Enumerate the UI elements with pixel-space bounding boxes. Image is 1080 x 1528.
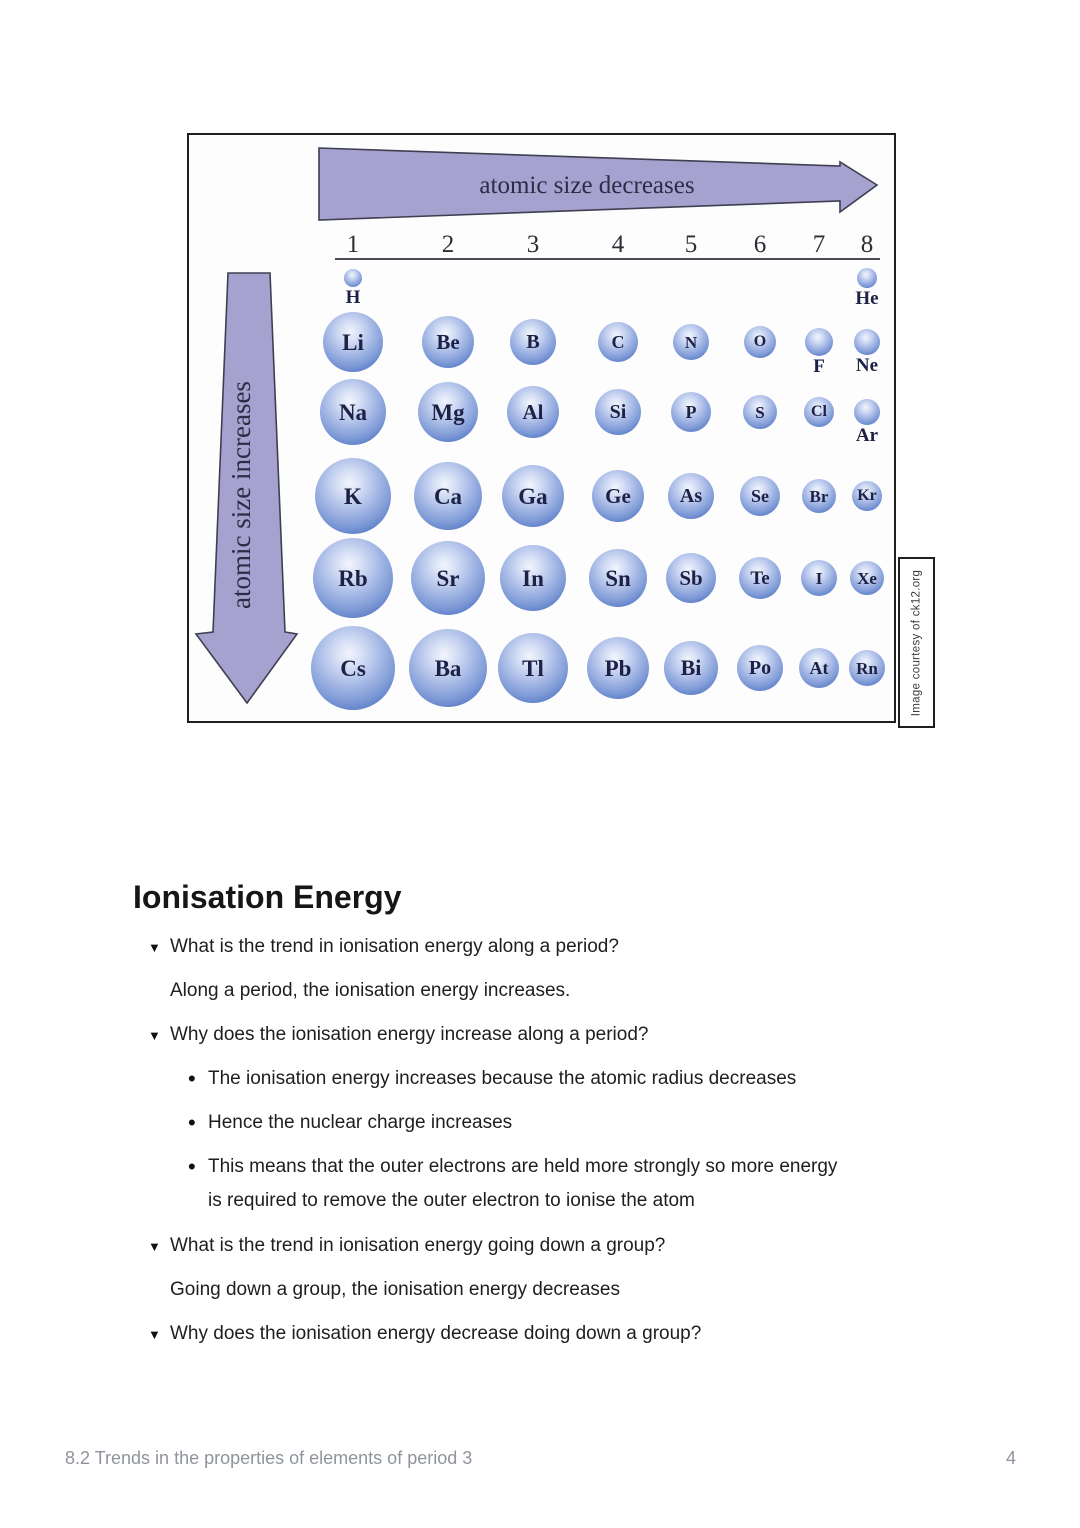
toggle-question: [0, 930, 1080, 964]
element-symbol: Al: [522, 399, 544, 424]
toggle-triangle-icon: ▼: [148, 1327, 161, 1342]
element-symbol: At: [809, 658, 829, 678]
group-number-1: 1: [346, 231, 360, 258]
element-symbol: S: [755, 402, 765, 422]
element-symbol: Sr: [436, 565, 460, 591]
element-symbol: K: [344, 483, 362, 509]
element-sphere-br: [802, 479, 836, 513]
toggle-triangle-icon: ▼: [148, 1028, 161, 1043]
element-sphere-ar: [854, 399, 880, 425]
caption-box: [898, 557, 935, 728]
vertical-arrow-label: atomic size increases: [226, 381, 256, 609]
horizontal-arrow-label: atomic size decreases: [479, 172, 695, 199]
element-sphere-rb: [313, 538, 393, 618]
bullet-text: The ionisation energy increases because the atomic radius decreases: [208, 1068, 797, 1089]
question-text: Why does the ionisation energy decrease doing down a group?: [170, 1323, 702, 1344]
atomic-size-figure: [187, 133, 896, 723]
element-symbol: Sn: [605, 565, 631, 591]
element-sphere-b: [510, 319, 556, 365]
element-symbol: Po: [748, 657, 772, 679]
element-sphere-sb: [666, 553, 716, 603]
element-sphere-s: [743, 395, 777, 429]
element-sphere-kr: [852, 481, 882, 511]
bullet-item: [0, 1150, 1080, 1218]
toggle-triangle-icon: ▼: [148, 1239, 161, 1254]
element-symbol: Cl: [811, 403, 827, 420]
element-symbol: Na: [338, 399, 368, 425]
element-symbol: Cs: [340, 655, 366, 681]
element-sphere-xe: [850, 561, 884, 595]
element-symbol: F: [813, 356, 825, 377]
question-text: Why does the ionisation energy increase along a period?: [170, 1024, 649, 1045]
element-symbol: B: [526, 331, 540, 353]
bullet-text: [208, 1150, 837, 1218]
element-symbol: Ar: [855, 425, 879, 446]
element-symbol: Be: [436, 329, 460, 354]
bullet-icon: •: [188, 1154, 196, 1179]
element-sphere-rn: [849, 650, 885, 686]
element-symbol: Te: [750, 567, 770, 589]
element-symbol: Si: [609, 401, 627, 423]
group-number-6: 6: [753, 231, 767, 258]
element-sphere-al: [507, 386, 559, 438]
element-sphere-he: [857, 268, 877, 288]
group-number-3: 3: [526, 231, 540, 258]
element-symbol: Bi: [680, 655, 702, 680]
group-number-7: 7: [812, 231, 826, 258]
answer-text: [0, 974, 1080, 1008]
element-symbol: He: [855, 288, 879, 309]
element-symbol: Ba: [434, 655, 462, 681]
element-symbol: Rn: [856, 658, 878, 678]
bullet-text: Hence the nuclear charge increases: [208, 1112, 513, 1133]
toggle-question: [0, 1317, 1080, 1351]
group-number-8: 8: [860, 231, 874, 258]
element-symbol: Mg: [431, 399, 465, 425]
element-symbol: Se: [751, 486, 769, 506]
element-sphere-bi: [664, 641, 718, 695]
element-symbol: N: [684, 332, 698, 352]
notes-content: [0, 930, 1080, 1361]
element-sphere-li: [323, 312, 383, 372]
element-symbol: Rb: [338, 565, 368, 591]
element-symbol: Pb: [604, 655, 632, 681]
element-symbol: In: [522, 565, 544, 591]
element-symbol: Tl: [522, 655, 544, 681]
element-sphere-o: [744, 326, 776, 358]
element-sphere-as: [668, 473, 714, 519]
element-sphere-p: [671, 392, 711, 432]
element-sphere-ge: [592, 470, 644, 522]
element-sphere-n: [673, 324, 709, 360]
element-sphere-na: [320, 379, 386, 445]
footer-section-title: 8.2 Trends in the properties of elements of period 3: [65, 1448, 473, 1468]
bullet-icon: •: [188, 1066, 196, 1091]
page-footer: [0, 1448, 1080, 1469]
element-sphere-te: [739, 557, 781, 599]
element-symbol: Ga: [518, 483, 548, 509]
element-sphere-f: [805, 328, 833, 356]
element-sphere-tl: [498, 633, 568, 703]
element-sphere-in: [500, 545, 566, 611]
element-sphere-cl: [804, 397, 834, 427]
question-text: What is the trend in ionisation energy going down a group?: [170, 1235, 666, 1256]
section-heading: Ionisation Energy: [133, 879, 402, 915]
bullet-text-line2: is required to remove the outer electron to ionise the atom: [208, 1190, 695, 1211]
element-sphere-ba: [409, 629, 487, 707]
group-number-5: 5: [684, 231, 698, 258]
toggle-question: [0, 1229, 1080, 1263]
group-number-4: 4: [611, 231, 625, 258]
element-symbol: I: [815, 568, 823, 588]
element-sphere-pb: [587, 637, 649, 699]
element-sphere-sr: [411, 541, 485, 615]
element-sphere-si: [595, 389, 641, 435]
element-spheres-layer: [189, 135, 894, 721]
page-number: 4: [1005, 1448, 1016, 1468]
element-symbol: Kr: [857, 487, 877, 504]
element-symbol: Br: [809, 486, 829, 506]
element-sphere-be: [422, 316, 474, 368]
element-sphere-ca: [414, 462, 482, 530]
element-sphere-mg: [418, 382, 478, 442]
answer-text: [0, 1273, 1080, 1307]
element-symbol: Li: [342, 329, 364, 355]
element-symbol: Ne: [855, 355, 879, 376]
element-sphere-ga: [502, 465, 564, 527]
element-sphere-h: [344, 269, 362, 287]
answer-line: Going down a group, the ionisation energy decreases: [170, 1279, 620, 1300]
bullet-icon: •: [188, 1110, 196, 1135]
bullet-item: [0, 1106, 1080, 1140]
element-sphere-sn: [589, 549, 647, 607]
image-credit-text: Image courtesy of ck12.org: [910, 569, 923, 716]
element-symbol: O: [753, 333, 767, 350]
element-symbol: Ge: [605, 483, 631, 508]
element-symbol: Ca: [433, 483, 463, 509]
element-sphere-k: [315, 458, 391, 534]
toggle-triangle-icon: ▼: [148, 940, 161, 955]
element-symbol: P: [685, 402, 697, 422]
element-sphere-at: [799, 648, 839, 688]
element-symbol: As: [679, 485, 703, 507]
element-sphere-i: [801, 560, 837, 596]
element-symbol: Sb: [679, 565, 703, 590]
bullet-item: [0, 1062, 1080, 1096]
element-symbol: H: [345, 287, 361, 308]
element-symbol: Xe: [857, 568, 877, 588]
group-number-2: 2: [441, 231, 455, 258]
element-sphere-se: [740, 476, 780, 516]
element-sphere-cs: [311, 626, 395, 710]
element-sphere-ne: [854, 329, 880, 355]
element-symbol: C: [611, 332, 625, 352]
question-text: What is the trend in ionisation energy along a period?: [170, 936, 619, 957]
answer-line: Along a period, the ionisation energy increases.: [170, 980, 571, 1001]
element-sphere-po: [737, 645, 783, 691]
element-sphere-c: [598, 322, 638, 362]
toggle-question: [0, 1018, 1080, 1052]
bullet-text-line1: This means that the outer electrons are held more strongly so more energy: [208, 1156, 838, 1177]
